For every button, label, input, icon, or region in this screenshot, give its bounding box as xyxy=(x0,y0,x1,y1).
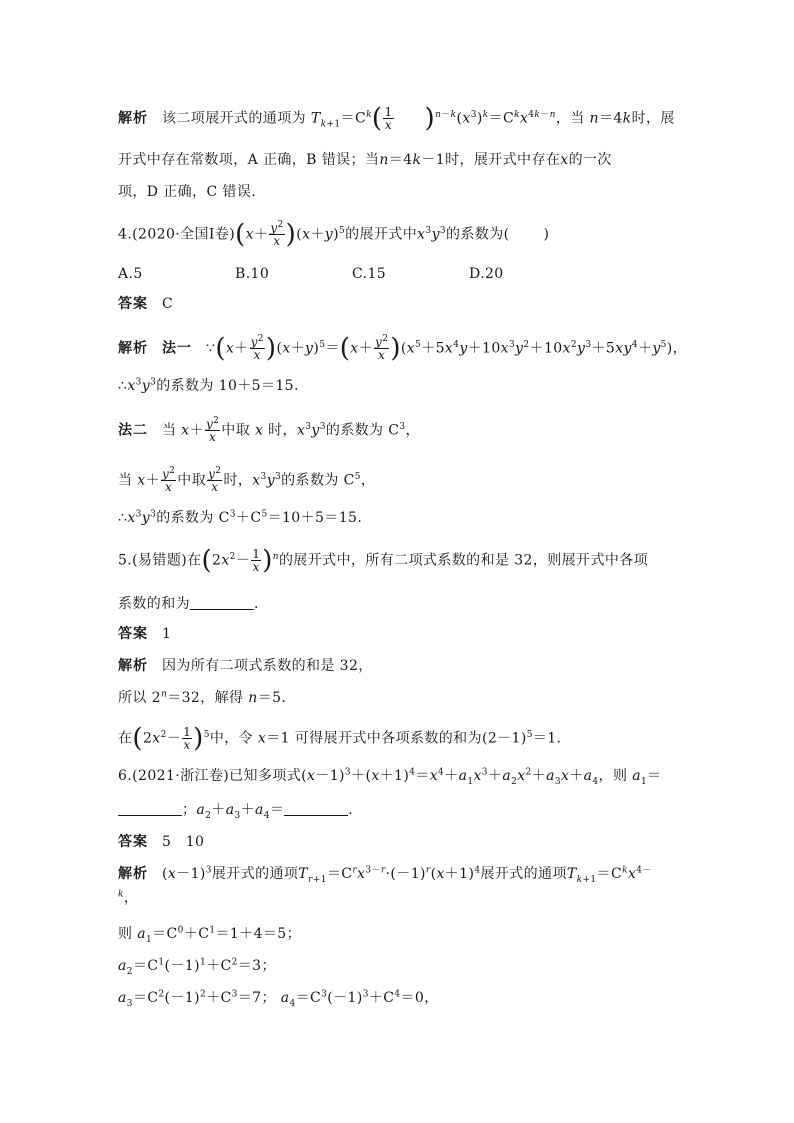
solution-line: $\therefore x^3y^3$的系数为 $C^3+C^5=10+5=15$. xyxy=(118,509,363,526)
solution-line: 当 x＋ $\frac{y^2}{x}$ 中取 $\frac{y^2}{x}$ 时，$x^3y^3$的系数为 $C^5$， xyxy=(118,466,376,494)
solution-line: $a_3=C^2(-1)^2+C^3=7$； $a_4=C^3(-1)^3+C^4=0$， xyxy=(118,989,439,1009)
solution-line: $^k$， xyxy=(118,889,139,906)
solution-line: 解析 $(x-1)^3$展开式的通项$T_{r+1}=C^rx^{3-r}\cdot(-1)^r(x+1)^4$展开式的通项$T_{k+1}=C^kx^{4-}$ xyxy=(118,865,652,885)
options-row xyxy=(118,264,504,284)
question-6: 6.(2021·浙江卷)已知多项式$(x-1)^3+(x+1)^4=x^4+a_1x^3+a_2x^2+a_3x+a_4$，则 $a_1=$ xyxy=(118,767,662,787)
solution-line: 法二 当 x＋ $\frac{y^2}{x}$ 中取 x 时，$x^3y^3$的系数为 $C^3$， xyxy=(118,416,420,444)
answer-blank-a1[interactable] xyxy=(118,803,182,816)
solution-line: 在($2x^2-$ $\frac{1}{x}$ )$^5$中，令 x＝1 可得展开式中各项系数的和为$(2-1)^5=1$. xyxy=(118,723,562,754)
question-4: 4.(2020·全国Ⅰ卷)(x＋ $\frac{y^2}{x}$ )$(x+y)^5$的展开式中$x^3y^3$的系数为( ) xyxy=(118,219,550,250)
answer-label: 答案 xyxy=(118,296,148,312)
question-5: 5.(易错题)在($2x^2-$ $\frac{1}{x}$ )$^n$的展开式中，所有二项式系数的和是 32，则展开式中各项 xyxy=(118,545,649,576)
question-5-line2: 系数的和为 . xyxy=(118,596,259,612)
option-b: B.10 xyxy=(235,266,270,282)
solution-line: $\therefore x^3y^3$的系数为 10＋5＝15. xyxy=(118,377,299,394)
solution-line: 项，D 正确，C 错误. xyxy=(118,184,257,200)
solution-label: 解析 xyxy=(118,110,148,127)
answer-blank[interactable] xyxy=(190,597,254,610)
option-d: D.20 xyxy=(469,266,504,282)
option-a: A.5 xyxy=(118,266,143,282)
option-c: C.15 xyxy=(352,266,387,282)
solution-line: 解析 法一 ∵(x＋ $\frac{y^2}{x}$ )$(x+y)^5=(x+$ $\frac{y^2}{x}$ )$(x^5+5x^4y+10x^3y^2+10x^2y^3+5xy^4+y^5)$， xyxy=(118,333,688,364)
answer-line: 答案 1 xyxy=(118,626,172,642)
question-6-line2: ；$a_2+a_3+a_4=$ . xyxy=(118,800,353,820)
answer-value: C xyxy=(162,296,174,312)
solution-line: 所以 $2^n=32$，解得 n＝5. xyxy=(118,689,287,706)
answer-line: 答案 5 10 xyxy=(118,834,205,850)
solution-line: 解析 因为所有二项式系数的和是 32， xyxy=(118,658,373,674)
solution-line: 解析 该二项展开式的通项为 $T_{k+1}=C^k$( $\frac{1}{x}$ )$^{n-k}(x^3)^k=C^kx^{4k-n}$，当 n＝4k时，展 xyxy=(118,103,675,134)
solution-line: 则 $a_1=C^0+C^1=1+4=5$； xyxy=(118,925,301,945)
answer-line xyxy=(118,294,173,314)
solution-line: 开式中存在常数项，A 正确，B 错误；当n＝4k－1时，展开式中存在x的一次 xyxy=(118,152,612,168)
solution-line: $a_2=C^1(-1)^1+C^2=3$； xyxy=(118,957,276,977)
answer-blank-sum[interactable] xyxy=(284,803,348,816)
